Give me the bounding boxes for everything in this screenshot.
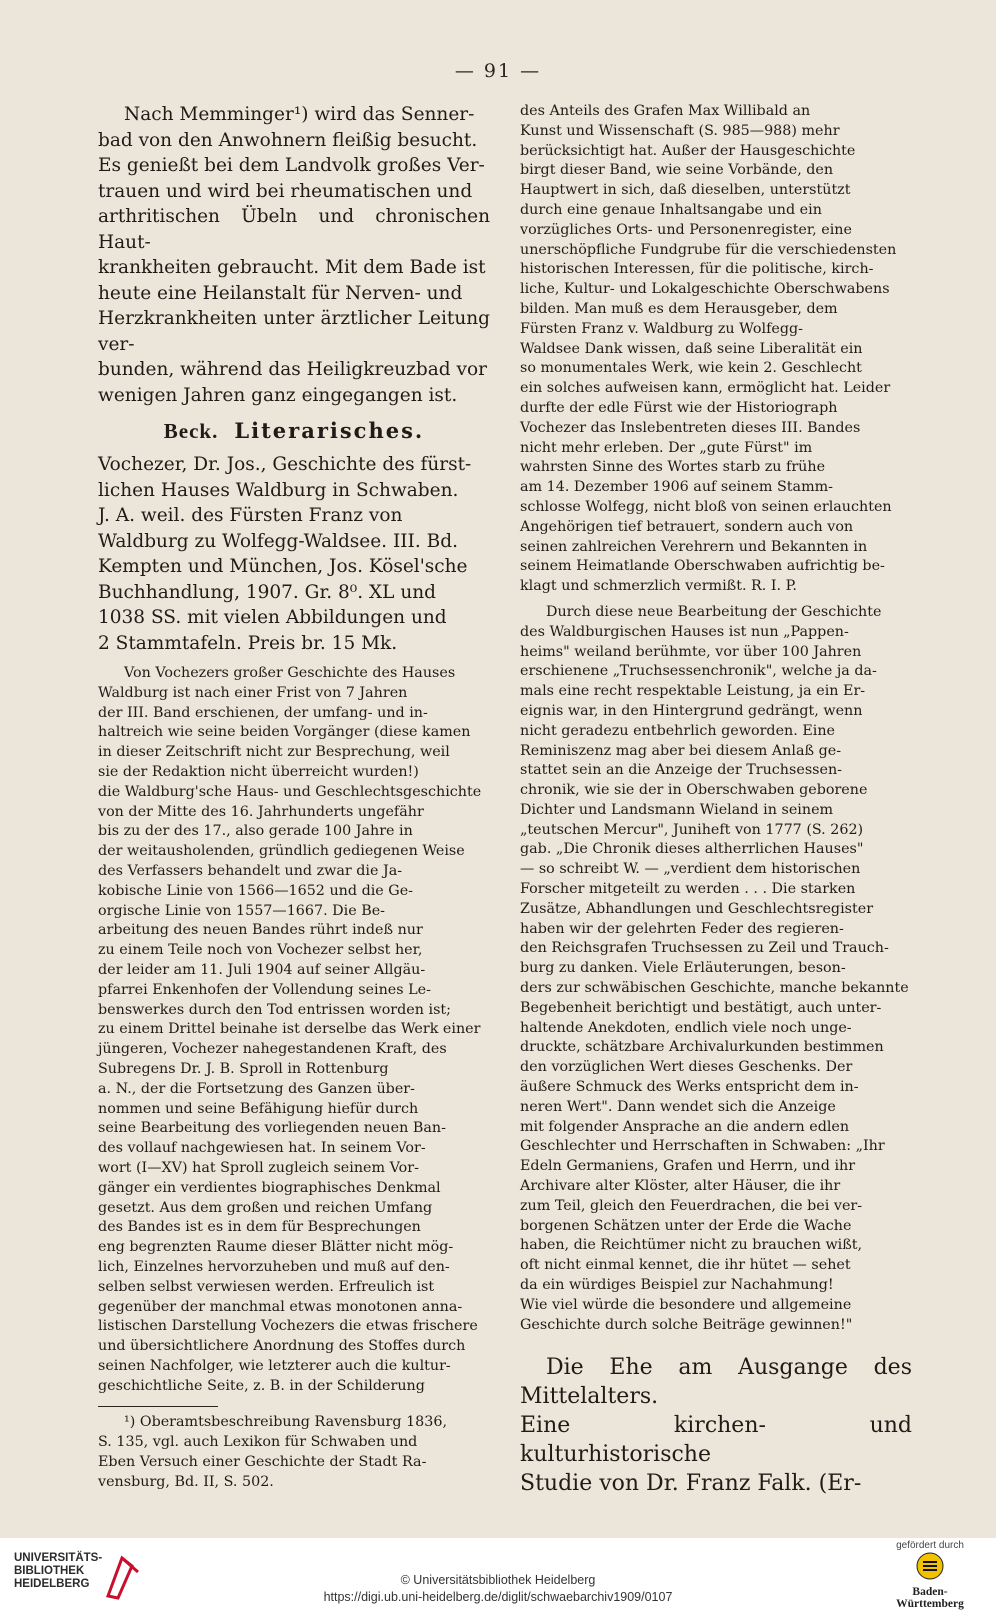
text-line: Dichter und Landsmann Wieland in seinem [520,801,834,818]
text-line: gegenüber der manchmal etwas monotonen anna- [98,1298,463,1315]
text-line: gab. „Die Chronik dieses altherrlichen Hauses" [520,841,864,858]
text-line: Eine kirchen- und kulturhistorische [520,1413,912,1468]
text-line: nommen und seine Befähigung hiefür durch [98,1100,419,1117]
text-line: und übersichtlichere Anordnung des Stoffes durch [98,1338,466,1355]
text-line: wort (I—XV) hat Sproll zugleich seinem Vor- [98,1159,419,1176]
text-line: Reminiszenz mag aber bei diesem Anlaß ge- [520,742,842,759]
text-line: vorzügliches Orts- und Personenregister, eine [520,221,852,238]
text-line: Angehörigen tief betrauert, sondern auch von [520,518,854,535]
text-line: pfarrei Enkenhofen der Vollendung seines Le- [98,981,431,998]
text-line: listischen Darstellung Vochezers die etwas frischere [98,1318,478,1335]
copyright-text: © Universitätsbibliothek Heidelberg [400,1573,596,1587]
text-line: jüngeren, Vochezer nahegestandenen Kraft, des [98,1041,447,1058]
book-citation [98,452,490,656]
text-line: Es genießt bei dem Landvolk großes Ver- [98,155,485,176]
text-line: eignis war, in den Hintergrund gedrängt, wenn [520,702,863,719]
sponsor-label: gefördert durch [896,1540,964,1551]
text-line: Kunst und Wissenschaft (S. 985—988) mehr [520,122,840,139]
text-line: bilden. Man muß es dem Herausgeber, dem [520,300,838,317]
text-line: klagt und schmerzlich vermißt. R. I. P. [520,578,797,595]
text-line: des Verfassers behandelt und zwar die Ja- [98,862,403,879]
text-line: seine Bearbeitung des vorliegenden neuen Ban- [98,1120,446,1137]
text-line: Waldsee Dank wissen, daß seine Liberalität ein [520,340,863,357]
text-line: haltende Anekdoten, endlich viele noch unge- [520,1019,852,1036]
text-line: des Waldburgischen Hauses ist nun „Pappen- [520,623,849,640]
text-line: benswerkes durch den Tod entrissen worden ist; [98,1001,451,1018]
text-line: heims" weiland berühmte, vor über 100 Jahren [520,643,862,660]
text-line: Waldburg zu Wolfegg-Waldsee. III. Bd. [98,530,458,552]
text-line: Subregens Dr. J. B. Sproll in Rottenburg [98,1060,389,1077]
text-line: Begebenheit berichtigt und bestätigt, auch unter- [520,999,882,1016]
text-line: Von Vochezers großer Geschichte des Hauses [124,665,456,681]
text-line: gänger ein verdientes biographisches Denkmal [98,1179,441,1196]
text-line: der leider am 11. Juli 1904 auf seiner Allgäu- [98,961,426,978]
review-continuation [520,102,912,597]
text-line: durch eine genaue Inhaltsangabe und ein [520,201,822,218]
text-line: bunden, während das Heiligkreuzbad vor [98,359,487,380]
text-line: trauen und wird bei rheumatischen und [98,180,473,202]
text-line: J. A. weil. des Fürsten Franz von [98,505,403,526]
text-line: Die Ehe am Ausgange des Mittelalters. [520,1355,912,1410]
text-line: arthritischen Übeln und chronischen Haut- [98,206,490,253]
text-line: burg zu danken. Viele Erläuterungen, beson- [520,960,846,977]
text-line: borgenen Schätzen unter der Erde die Wache [520,1217,852,1234]
text-line: Archivare alter Klöster, alter Häuser, die ihr [520,1178,841,1195]
text-line: mit folgender Ansprache an die andern edlen [520,1118,850,1135]
viewer-footer [0,1538,996,1608]
text-line: seinem Heimatlande Oberschwaben aufrichtig be- [520,558,885,575]
sponsor-state: Baden-Württemberg [896,1586,964,1610]
intro-paragraph [98,102,490,408]
text-line: Vochezer, Dr. Jos., Geschichte des fürst- [98,454,472,475]
text-line: wahrsten Sinne des Wortes starb zu frühe [520,459,826,476]
review-paragraph [98,664,490,1396]
text-line: haltreich wie seine beiden Vorgänger (diese kamen [98,724,471,741]
text-line: haben wir der gelehrten Feder des regieren- [520,920,844,937]
text-line: da ein würdiges Beispiel zur Nachahmung! [520,1277,834,1294]
text-line: Buchhandlung, 1907. Gr. 8⁰. XL und [98,581,436,603]
text-line: bis zu der des 17., also gerade 100 Jahre in [98,823,413,840]
text-line: krankheiten gebraucht. Mit dem Bade ist [98,257,486,278]
text-line: Vochezer das Inslebentreten dieses III. Bandes [520,419,861,436]
text-line: kobische Linie von 1566—1652 und die Ge- [98,882,414,899]
text-line: geschichtliche Seite, z. B. in der Schilderung [98,1377,425,1394]
text-line: seinen zahlreichen Verehrern und Bekannten in [520,538,868,555]
review-paragraph-2 [520,603,912,1335]
text-line: in dieser Zeitschrift nicht zur Besprechung, weil [98,744,450,761]
text-line: Forscher mitgeteilt zu werden . . . Die starken [520,881,856,898]
text-line: Studie von Dr. Franz Falk. (Er- [520,1471,862,1497]
text-line: UNIVERSITÄTS- [14,1552,103,1564]
text-line: ein solches aufweisen kann, ermöglicht hat. Leider [520,380,891,397]
left-column [98,102,490,1493]
text-line: liche, Kultur- und Lokalgeschichte Oberschwabens [520,281,890,298]
text-line: zu einem Drittel beinahe ist derselbe das Werk einer [98,1021,481,1038]
text-line: HEIDELBERG [14,1578,90,1590]
text-line: vensburg, Bd. II, S. 502. [98,1473,274,1490]
text-line: chronik, wie sie der in Oberschwaben geborene [520,782,868,799]
text-line: der weitausholenden, gründlich gediegenen Weise [98,843,465,860]
text-line: Geschichte durch solche Beiträge gewinnen!" [520,1316,853,1333]
text-line: a. N., der die Fortsetzung des Ganzen über- [98,1080,415,1097]
text-line: unerschöpfliche Fundgrube für die verschiedensten [520,241,897,258]
text-line: zum Teil, gleich den Feuerdrachen, die bei ver- [520,1197,863,1214]
text-line: mals eine recht respektable Leistung, ja ein Er- [520,683,866,700]
text-line: selben selbst verwiesen werden. Erfreulich ist [98,1278,435,1295]
text-line: nicht geradezu entbehrlich geworden. Eine [520,722,836,739]
text-line: seinen Nachfolger, wie letzterer auch die kultur- [98,1357,451,1374]
text-line: lichen Hauses Waldburg in Schwaben. [98,479,459,501]
text-line: Wie viel würde die besondere und allgemeine [520,1296,852,1313]
text-line: des Anteils des Grafen Max Willibald an [520,103,811,119]
text-line: berücksichtigt hat. Außer der Hausgeschichte [520,142,856,159]
text-line: BIBLIOTHEK [14,1565,85,1577]
heading-author: Beck. [163,419,219,443]
text-line: haben, die Reichtümer nicht zu brauchen wißt, [520,1237,863,1254]
text-line: Waldburg ist nach einer Frist von 7 Jahren [98,684,408,701]
text-line: Eben Versuch einer Geschichte der Stadt Ra- [98,1454,427,1471]
text-line: durfte der edle Fürst wie der Historiograph [520,399,838,416]
text-line: Nach Memminger¹) wird das Senner- [124,104,475,125]
text-line: von der Mitte des 16. Jahrhunderts ungefähr [98,803,424,820]
state-crest-icon [915,1551,945,1581]
text-line: den Reichsgrafen Truchsessen zu Zeil und Trauch- [520,940,889,957]
text-line: äußere Schmuck des Werks entspricht dem in- [520,1079,859,1096]
text-line: gesetzt. Aus dem großen und reichen Umfang [98,1199,433,1216]
page-number: — 91 — [454,60,542,82]
text-line: arbeitung des neuen Bandes rührt indeß nur [98,922,423,939]
text-line: den vorzüglichen Wert dieses Geschenks. Der [520,1059,853,1076]
right-column [520,102,912,1498]
text-line: lich, Einzelnes hervorzuheben und muß auf den- [98,1258,450,1275]
text-line: birgt dieser Band, wie seine Vorbände, den [520,162,834,179]
text-line: Hauptwert in sich, daß dieselben, unterstützt [520,182,851,199]
text-line: neren Wert". Dann wendet sich die Anzeige [520,1098,836,1115]
text-line: „teutschen Mercur", Juniheft von 1777 (S. 262) [520,821,864,838]
text-line: schlosse Wolfegg, nicht bloß von seinen erlauchten [520,498,892,515]
text-line: heute eine Heilanstalt für Nerven- und [98,282,463,304]
text-line: bad von den Anwohnern fleißig besucht. [98,129,478,151]
text-line: 2 Stammtafeln. Preis br. 15 Mk. [98,632,398,654]
text-line: historischen Interessen, für die politische, kirch- [520,261,874,278]
footnote-rule [98,1406,218,1407]
text-line: Kempten und München, Jos. Kösel'sche [98,556,468,577]
text-line: Durch diese neue Bearbeitung der Geschichte [546,603,882,620]
text-line: Zusätze, Abhandlungen und Geschlechtsregister [520,900,874,917]
text-line: zu einem Teile noch von Vochezer selbst her, [98,942,423,959]
text-line: S. 135, vgl. auch Lexikon für Schwaben und [98,1434,418,1451]
page-url-link[interactable]: https://digi.ub.uni-heidelberg.de/diglit/schwaebarchiv1909/0107 [323,1590,673,1604]
text-line: druckte, schätzbare Archivalurkunden bestimmen [520,1039,884,1056]
text-line: der III. Band erschienen, der umfang- und in- [98,704,428,721]
text-line: Edeln Germaniens, Grafen und Herrn, und ihr [520,1158,856,1175]
text-line: wenigen Jahren ganz eingegangen ist. [98,384,458,406]
sponsor-block [880,1540,980,1610]
footnote [98,1413,490,1492]
text-line: Herzkrankheiten unter ärztlicher Leitung ver- [98,308,490,355]
text-line: Geschlechter und Herrschaften in Schwaben: „Ihr [520,1138,885,1155]
text-line: so monumentales Werk, wie kein 2. Geschlecht [520,360,862,377]
text-line: 1038 SS. mit vielen Abbildungen und [98,607,447,628]
text-line: orgische Linie von 1557—1667. Die Be- [98,902,386,919]
text-line: die Waldburg'sche Haus- und Geschlechtsgeschichte [98,783,482,800]
text-line: des vollauf nachgewiesen hat. In seinem Vor- [98,1140,426,1157]
text-line: ¹) Oberamtsbeschreibung Ravensburg 1836, [124,1414,447,1431]
text-line: eng begrenzten Raume dieser Blätter nicht mög- [98,1239,454,1256]
section-heading [98,418,490,444]
text-line: — so schreibt W. — „verdient dem historischen [520,861,861,878]
text-line: sie der Redaktion nicht überreicht wurden!) [98,763,419,780]
text-line: oft nicht einmal kennet, die ihr hütet — sehet [520,1257,851,1274]
text-line: stattet sein an die Anzeige der Truchsessen- [520,762,842,779]
text-line: nicht mehr erleben. Der „gute Fürst" im [520,439,813,456]
heading-title: Literarisches. [234,418,425,443]
text-line: Fürsten Franz v. Waldburg zu Wolfegg- [520,320,803,337]
text-line: am 14. Dezember 1906 auf seinem Stamm- [520,479,834,496]
text-line: des Bandes ist es in dem für Besprechungen [98,1219,421,1236]
next-book-citation [520,1353,912,1498]
text-line: erschienene „Truchsessenchronik", welche ja da- [520,663,877,680]
text-line: ders zur schwäbischen Geschichte, manche bekannte [520,980,909,997]
